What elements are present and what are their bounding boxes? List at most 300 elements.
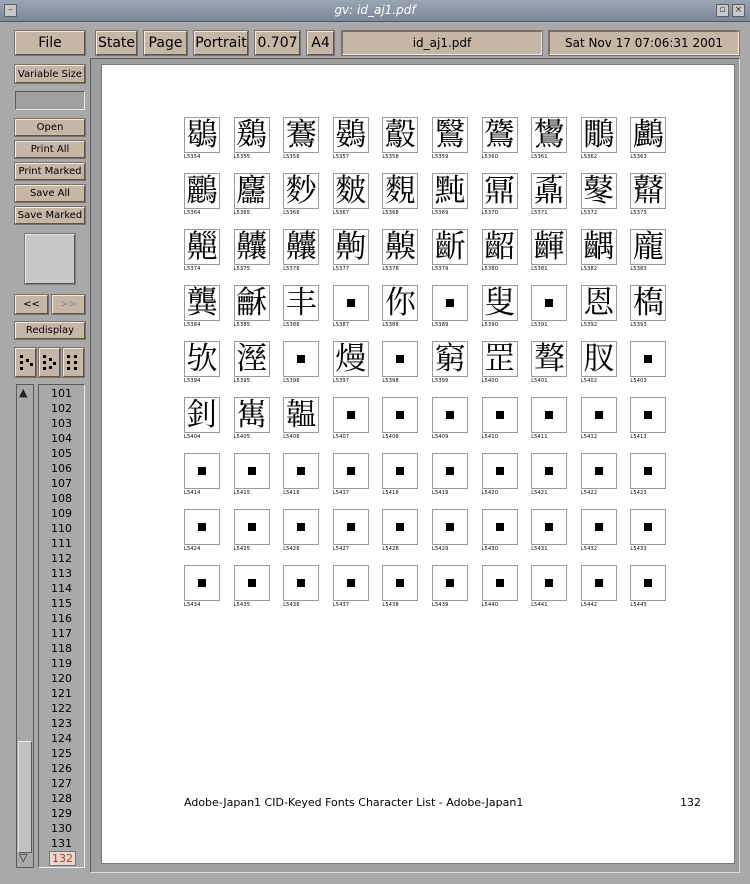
- footer-page-number: 132: [680, 796, 701, 809]
- character-cell: [184, 341, 220, 387]
- glyph: 釗: [186, 397, 218, 433]
- glyph-box: [630, 565, 666, 601]
- glyph: 溼: [236, 341, 268, 377]
- character-cell: [333, 565, 369, 611]
- glyph-box: [283, 285, 319, 321]
- notdef-glyph-icon: [396, 467, 404, 475]
- cid-label: L5415: [233, 490, 251, 496]
- character-cell: [283, 453, 319, 499]
- cid-label: L5432: [580, 546, 598, 552]
- page-list-item[interactable]: 131: [51, 837, 72, 850]
- glyph-box: [333, 285, 369, 321]
- cid-label: L5439: [432, 602, 449, 608]
- notdef-glyph-icon: [446, 299, 454, 307]
- page-list-item[interactable]: 125: [51, 747, 72, 760]
- glyph: 罡: [484, 341, 516, 377]
- info-field: [15, 91, 85, 110]
- character-cell: [630, 565, 666, 611]
- cid-label: L5366: [283, 210, 300, 216]
- footer-title: Adobe-Japan1 CID-Keyed Fonts Character List - Adobe-Japan1: [184, 796, 524, 809]
- glyph-box: [333, 397, 369, 433]
- notdef-glyph-icon: [396, 579, 404, 587]
- notdef-glyph-icon: [198, 467, 206, 475]
- cid-label: L5368: [382, 210, 399, 216]
- notdef-glyph-icon: [248, 523, 256, 531]
- character-cell: [531, 341, 567, 387]
- character-cell: [184, 453, 220, 499]
- cid-label: L5391: [531, 322, 548, 328]
- glyph-box: [482, 285, 518, 321]
- character-cell: [333, 341, 369, 387]
- glyph-box: [184, 173, 220, 209]
- glyph-box: [283, 229, 319, 265]
- character-cell: [531, 173, 567, 219]
- cid-label: L5420: [481, 490, 499, 496]
- page-list-item[interactable]: 122: [51, 702, 72, 715]
- cid-label: L5385: [233, 322, 251, 328]
- glyph-box: [283, 341, 319, 377]
- cid-label: L5373: [630, 210, 647, 216]
- notdef-glyph-icon: [595, 467, 603, 475]
- glyph-box: [283, 117, 319, 153]
- filename-label: id_aj1.pdf: [342, 31, 542, 55]
- cid-label: L5441: [531, 602, 548, 608]
- cid-label: L5434: [184, 602, 201, 608]
- glyph-box: [234, 229, 270, 265]
- character-cell: [531, 509, 567, 555]
- print-marked-button[interactable]: Print Marked: [15, 163, 85, 180]
- page-list-item[interactable]: 106: [51, 462, 72, 475]
- character-cell: [432, 117, 468, 163]
- cid-label: L5380: [481, 266, 499, 272]
- cid-label: L5354: [184, 154, 201, 160]
- character-cell: [283, 565, 319, 611]
- character-cell: [234, 341, 270, 387]
- cid-label: L5442: [580, 602, 598, 608]
- character-cell: [184, 117, 220, 163]
- page-list-item[interactable]: 119: [51, 657, 72, 670]
- close-icon: ×: [734, 5, 743, 15]
- glyph: 鼕: [583, 173, 615, 209]
- cid-label: L5424: [184, 546, 201, 552]
- cid-label: L5425: [233, 546, 251, 552]
- cid-label: L5431: [531, 546, 548, 552]
- glyph-box: [531, 397, 567, 433]
- document-page: [101, 64, 735, 864]
- cid-label: L5433: [630, 546, 647, 552]
- glyph-box: [482, 397, 518, 433]
- cid-label: L5356: [283, 154, 300, 160]
- page-list-item[interactable]: 113: [51, 567, 72, 580]
- page-list-item[interactable]: 124: [51, 732, 72, 745]
- glyph-box: [482, 173, 518, 209]
- glyph-box: [382, 453, 418, 489]
- zoom-menu-button[interactable]: 0.707: [255, 31, 300, 55]
- glyph-box: [382, 117, 418, 153]
- glyph-box: [581, 397, 617, 433]
- character-cell: [482, 117, 518, 163]
- minimize-icon: ▫: [719, 5, 726, 15]
- notdef-glyph-icon: [644, 579, 652, 587]
- page-list-item[interactable]: 115: [51, 597, 72, 610]
- cid-label: L5363: [630, 154, 647, 160]
- notdef-glyph-icon: [347, 467, 355, 475]
- character-cell: [283, 509, 319, 555]
- glyph-box: [531, 117, 567, 153]
- glyph: 欤: [186, 341, 218, 377]
- character-cell: [482, 565, 518, 611]
- character-cell: [482, 173, 518, 219]
- variable-size-button[interactable]: Variable Size: [15, 65, 85, 83]
- notdef-glyph-icon: [595, 411, 603, 419]
- window-title: gv: id_aj1.pdf: [334, 3, 416, 17]
- glyph-box: [283, 397, 319, 433]
- character-cell: [581, 565, 617, 611]
- cid-label: L5428: [382, 546, 399, 552]
- glyph-box: [184, 229, 220, 265]
- character-cell: [234, 565, 270, 611]
- glyph: 齗: [434, 229, 466, 265]
- cid-label: L5372: [580, 210, 598, 216]
- glyph: 鷇: [384, 117, 416, 153]
- character-cell: [531, 229, 567, 275]
- glyph: 齵: [583, 229, 615, 265]
- page-list-item[interactable]: 105: [51, 447, 72, 460]
- glyph-box: [432, 285, 468, 321]
- cid-label: L5379: [432, 266, 449, 272]
- character-cell: [630, 453, 666, 499]
- page-list-item[interactable]: 109: [51, 507, 72, 520]
- character-cell: [283, 229, 319, 275]
- notdef-glyph-icon: [297, 467, 305, 475]
- character-cell: [184, 229, 220, 275]
- glyph-box: [630, 173, 666, 209]
- glyph-box: [581, 509, 617, 545]
- close-button[interactable]: [732, 4, 745, 17]
- character-cell: [333, 453, 369, 499]
- page-list-item[interactable]: 110: [51, 522, 72, 535]
- cid-label: L5403: [630, 378, 647, 384]
- notdef-glyph-icon: [347, 523, 355, 531]
- glyph: 熳: [335, 341, 367, 377]
- glyph-box: [382, 397, 418, 433]
- page-list-item[interactable]: 129: [51, 807, 72, 820]
- character-cell: [184, 173, 220, 219]
- character-cell: [382, 117, 418, 163]
- glyph: 鼘: [632, 173, 664, 209]
- cid-label: L5427: [332, 546, 350, 552]
- glyph-box: [531, 509, 567, 545]
- notdef-glyph-icon: [644, 523, 652, 531]
- notdef-glyph-icon: [496, 411, 504, 419]
- glyph: 麲: [384, 173, 416, 209]
- glyph-box: [581, 341, 617, 377]
- glyph-box: [234, 397, 270, 433]
- character-cell: [382, 173, 418, 219]
- page-list-item[interactable]: 103: [51, 417, 72, 430]
- glyph-box: [531, 453, 567, 489]
- paper-size-menu-button[interactable]: A4: [307, 31, 334, 55]
- glyph: 嶲: [236, 397, 268, 433]
- page-list-item[interactable]: 112: [51, 552, 72, 565]
- character-cell: [630, 509, 666, 555]
- character-cell: [184, 509, 220, 555]
- notdef-glyph-icon: [396, 523, 404, 531]
- character-cell: [482, 509, 518, 555]
- glyph-box: [382, 229, 418, 265]
- glyph: 肞: [583, 341, 615, 377]
- glyph: 麨: [285, 173, 317, 209]
- glyph-box: [234, 565, 270, 601]
- cid-label: L5392: [580, 322, 598, 328]
- page-list-item[interactable]: 123: [51, 717, 72, 730]
- glyph-box: [531, 285, 567, 321]
- glyph-box: [630, 229, 666, 265]
- cid-label: L5435: [233, 602, 251, 608]
- save-all-button[interactable]: Save All: [15, 185, 85, 202]
- cid-label: L5404: [184, 434, 201, 440]
- cid-label: L5364: [184, 210, 201, 216]
- character-cell: [333, 117, 369, 163]
- glyph: 鶢: [236, 117, 268, 153]
- cid-label: L5421: [531, 490, 548, 496]
- glyph-box: [432, 229, 468, 265]
- page-list-item[interactable]: 116: [51, 612, 72, 625]
- scroll-down-arrow-icon[interactable]: ▽: [19, 851, 28, 864]
- state-menu-button[interactable]: State: [96, 31, 137, 55]
- glyph-box: [382, 341, 418, 377]
- character-cell: [184, 565, 220, 611]
- glyph: 聱: [533, 341, 565, 377]
- cid-label: L5426: [283, 546, 300, 552]
- cid-label: L5416: [283, 490, 300, 496]
- glyph: 鸝: [186, 173, 218, 209]
- notdef-glyph-icon: [545, 523, 553, 531]
- page-list[interactable]: [38, 384, 85, 868]
- glyph: 窮: [434, 341, 466, 377]
- character-cell: [382, 565, 418, 611]
- character-cell: [581, 453, 617, 499]
- cid-label: L5376: [283, 266, 300, 272]
- next-page-button[interactable]: >>: [52, 295, 85, 314]
- cid-label: L5410: [481, 434, 499, 440]
- glyph: 韞: [285, 397, 317, 433]
- cid-label: L5357: [332, 154, 350, 160]
- cid-label: L5383: [630, 266, 647, 272]
- cid-label: L5400: [481, 378, 499, 384]
- page-list-item[interactable]: 121: [51, 687, 72, 700]
- glyph-box: [283, 453, 319, 489]
- notdef-glyph-icon: [595, 579, 603, 587]
- character-cell: [234, 453, 270, 499]
- page-menu-button[interactable]: Page: [144, 31, 187, 55]
- character-cell: [333, 229, 369, 275]
- cid-label: L5395: [233, 378, 251, 384]
- cid-label: L5371: [531, 210, 548, 216]
- character-cell: [630, 285, 666, 331]
- glyph-box: [581, 285, 617, 321]
- magnify-large-button[interactable]: [63, 348, 84, 377]
- cid-label: L5412: [580, 434, 598, 440]
- title-bar[interactable]: [0, 0, 750, 22]
- cid-label: L5437: [332, 602, 350, 608]
- page-list-item[interactable]: 128: [51, 792, 72, 805]
- notdef-glyph-icon: [198, 579, 206, 587]
- notdef-glyph-icon: [347, 579, 355, 587]
- cid-label: L5374: [184, 266, 201, 272]
- scrollbar-thumb[interactable]: [18, 741, 32, 853]
- glyph-box: [333, 173, 369, 209]
- glyph: 鸕: [632, 117, 664, 153]
- save-marked-button[interactable]: Save Marked: [15, 207, 85, 224]
- glyph-box: [234, 341, 270, 377]
- window-menu-icon: –: [8, 5, 13, 15]
- open-button[interactable]: Open: [15, 119, 85, 136]
- notdef-glyph-icon: [297, 523, 305, 531]
- character-cell: [283, 397, 319, 443]
- character-cell: [382, 229, 418, 275]
- print-all-button[interactable]: Print All: [15, 141, 85, 158]
- glyph: 齉: [285, 229, 317, 265]
- cid-label: L5388: [382, 322, 399, 328]
- page-list-item[interactable]: 130: [51, 822, 72, 835]
- cid-label: L5398: [382, 378, 399, 384]
- page-list-item[interactable]: 117: [51, 627, 72, 640]
- page-list-scrollbar[interactable]: [16, 384, 34, 868]
- character-cell: [630, 341, 666, 387]
- notdef-glyph-icon: [644, 467, 652, 475]
- cid-label: L5367: [332, 210, 350, 216]
- cid-label: L5406: [283, 434, 300, 440]
- character-cell: [432, 565, 468, 611]
- page-list-item[interactable]: 114: [51, 582, 72, 595]
- glyph-box: [432, 397, 468, 433]
- page-list-item[interactable]: 111: [51, 537, 72, 550]
- cid-label: L5429: [432, 546, 449, 552]
- cid-label: L5402: [580, 378, 598, 384]
- character-cell: [382, 285, 418, 331]
- character-cell: [531, 397, 567, 443]
- character-cell: [283, 285, 319, 331]
- character-cell: [184, 397, 220, 443]
- magnify-small-button[interactable]: [15, 348, 36, 377]
- glyph: 龐: [632, 229, 664, 265]
- page-list-item[interactable]: 102: [51, 402, 72, 415]
- character-cell: [382, 453, 418, 499]
- previous-page-button[interactable]: <<: [15, 295, 48, 314]
- glyph: 鷖: [434, 117, 466, 153]
- cid-label: L5430: [481, 546, 499, 552]
- glyph: 鷃: [335, 117, 367, 153]
- page-list-item[interactable]: 120: [51, 672, 72, 685]
- cid-label: L5365: [233, 210, 251, 216]
- notdef-glyph-icon: [496, 523, 504, 531]
- notdef-glyph-icon: [446, 523, 454, 531]
- glyph-box: [283, 509, 319, 545]
- glyph-box: [482, 117, 518, 153]
- character-cell: [234, 173, 270, 219]
- page-list-item[interactable]: 118: [51, 642, 72, 655]
- character-cell: [482, 397, 518, 443]
- character-cell: [234, 229, 270, 275]
- cid-label: L5408: [382, 434, 399, 440]
- notdef-glyph-icon: [297, 355, 305, 363]
- scroll-up-arrow-icon[interactable]: ▲: [19, 386, 28, 399]
- glyph-box: [333, 229, 369, 265]
- glyph-box: [184, 565, 220, 601]
- glyph: 恩: [583, 285, 615, 321]
- page-list-item[interactable]: 107: [51, 477, 72, 490]
- character-cell: [581, 117, 617, 163]
- character-cell: [482, 453, 518, 499]
- glyph: 麬: [335, 173, 367, 209]
- glyph-box: [531, 341, 567, 377]
- cid-label: L5381: [531, 266, 548, 272]
- page-list-item[interactable]: 101: [51, 387, 72, 400]
- glyph-box: [581, 453, 617, 489]
- orientation-menu-button[interactable]: Portrait: [194, 31, 248, 55]
- glyph: 叟: [484, 285, 516, 321]
- character-cell: [234, 397, 270, 443]
- page-list-item[interactable]: 104: [51, 432, 72, 445]
- file-menu-button[interactable]: File: [15, 31, 85, 55]
- notdef-glyph-icon: [545, 411, 553, 419]
- page-list-item[interactable]: 126: [51, 762, 72, 775]
- cid-label: L5362: [580, 154, 598, 160]
- glyph-box: [333, 453, 369, 489]
- glyph-box: [283, 173, 319, 209]
- glyph-box: [184, 453, 220, 489]
- notdef-glyph-icon: [446, 467, 454, 475]
- redisplay-button[interactable]: Redisplay: [15, 322, 85, 339]
- character-cell: [234, 509, 270, 555]
- page-list-item[interactable]: 132: [49, 851, 76, 866]
- magnify-medium-button[interactable]: [39, 348, 60, 377]
- character-cell: [581, 509, 617, 555]
- glyph: 丰: [285, 285, 317, 321]
- glyph: 鷳: [583, 117, 615, 153]
- glyph: 齠: [484, 229, 516, 265]
- cid-label: L5438: [382, 602, 399, 608]
- page-list-item[interactable]: 127: [51, 777, 72, 790]
- page-list-item[interactable]: 108: [51, 492, 72, 505]
- glyph-box: [531, 229, 567, 265]
- glyph-box: [432, 117, 468, 153]
- glyph-box: [333, 565, 369, 601]
- page-panner[interactable]: [25, 234, 75, 284]
- minimize-button[interactable]: [716, 4, 729, 17]
- glyph-box: [184, 397, 220, 433]
- character-cell: [581, 397, 617, 443]
- cid-label: L5378: [382, 266, 399, 272]
- notdef-glyph-icon: [496, 579, 504, 587]
- glyph-box: [184, 285, 220, 321]
- glyph-box: [482, 341, 518, 377]
- character-cell: [382, 341, 418, 387]
- character-cell: [482, 229, 518, 275]
- cid-label: L5377: [332, 266, 350, 272]
- glyph-box: [234, 453, 270, 489]
- glyph-box: [234, 173, 270, 209]
- notdef-glyph-icon: [248, 467, 256, 475]
- character-cell: [531, 565, 567, 611]
- cid-label: L5386: [283, 322, 300, 328]
- glyph-box: [482, 453, 518, 489]
- cid-label: L5384: [184, 322, 201, 328]
- character-cell: [184, 285, 220, 331]
- glyph: 龔: [186, 285, 218, 321]
- notdef-glyph-icon: [595, 523, 603, 531]
